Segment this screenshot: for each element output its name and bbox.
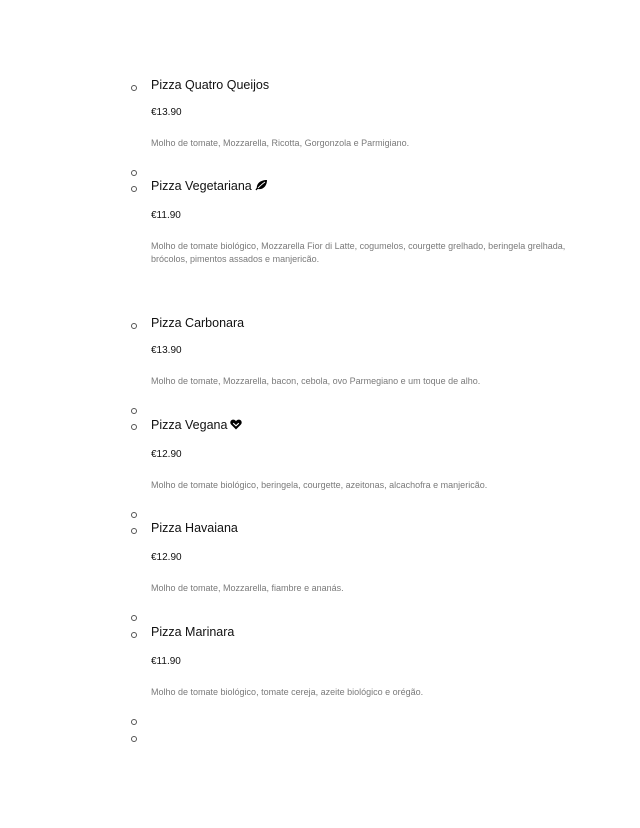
empty-list-bullet — [131, 615, 137, 621]
item-description: Molho de tomate, Mozzarella, fiambre e ananás. — [151, 583, 344, 593]
item-name: Pizza Vegana — [151, 417, 242, 434]
item-description: Molho de tomate biológico, Mozzarella Fior di Latte, cogumelos, courgette grelhado, beringela grelhada, brócolos, pimentos assados e manjericão. — [151, 241, 566, 264]
item-price: €12.90 — [151, 449, 182, 460]
list-bullet — [131, 424, 137, 430]
item-description: Molho de tomate, Mozzarella, Ricotta, Gorgonzola e Parmigiano. — [151, 138, 410, 148]
item-name: Pizza Marinara — [151, 625, 235, 639]
item-name: Pizza Quatro Queijos — [151, 78, 270, 92]
item-description: Molho de tomate biológico, beringela, courgette, azeitonas, alcachofra e manjericão. — [151, 480, 488, 490]
empty-list-bullet — [131, 512, 137, 518]
list-bullet — [131, 528, 137, 534]
list-bullet — [131, 186, 137, 192]
list-bullet — [131, 632, 137, 638]
item-name: Pizza Carbonara — [151, 316, 245, 330]
item-name: Pizza Vegetariana — [151, 178, 268, 195]
empty-list-bullet — [131, 719, 137, 725]
item-description: Molho de tomate, Mozzarella, bacon, cebola, ovo Parmegiano e um toque de alho. — [151, 376, 481, 386]
item-price: €13.90 — [151, 345, 182, 356]
empty-list-bullet — [131, 736, 137, 742]
heart-icon — [230, 418, 242, 434]
item-price: €12.90 — [151, 552, 182, 563]
item-price: €11.90 — [151, 656, 181, 667]
empty-list-bullet — [131, 408, 137, 414]
leaf-icon — [255, 179, 268, 195]
list-bullet — [131, 323, 137, 329]
item-description: Molho de tomate biológico, tomate cereja, azeite biológico e orégão. — [151, 687, 424, 697]
empty-list-bullet — [131, 170, 137, 176]
item-price: €13.90 — [151, 107, 182, 118]
list-bullet — [131, 85, 137, 91]
item-price: €11.90 — [151, 210, 181, 221]
item-name: Pizza Havaiana — [151, 521, 238, 535]
